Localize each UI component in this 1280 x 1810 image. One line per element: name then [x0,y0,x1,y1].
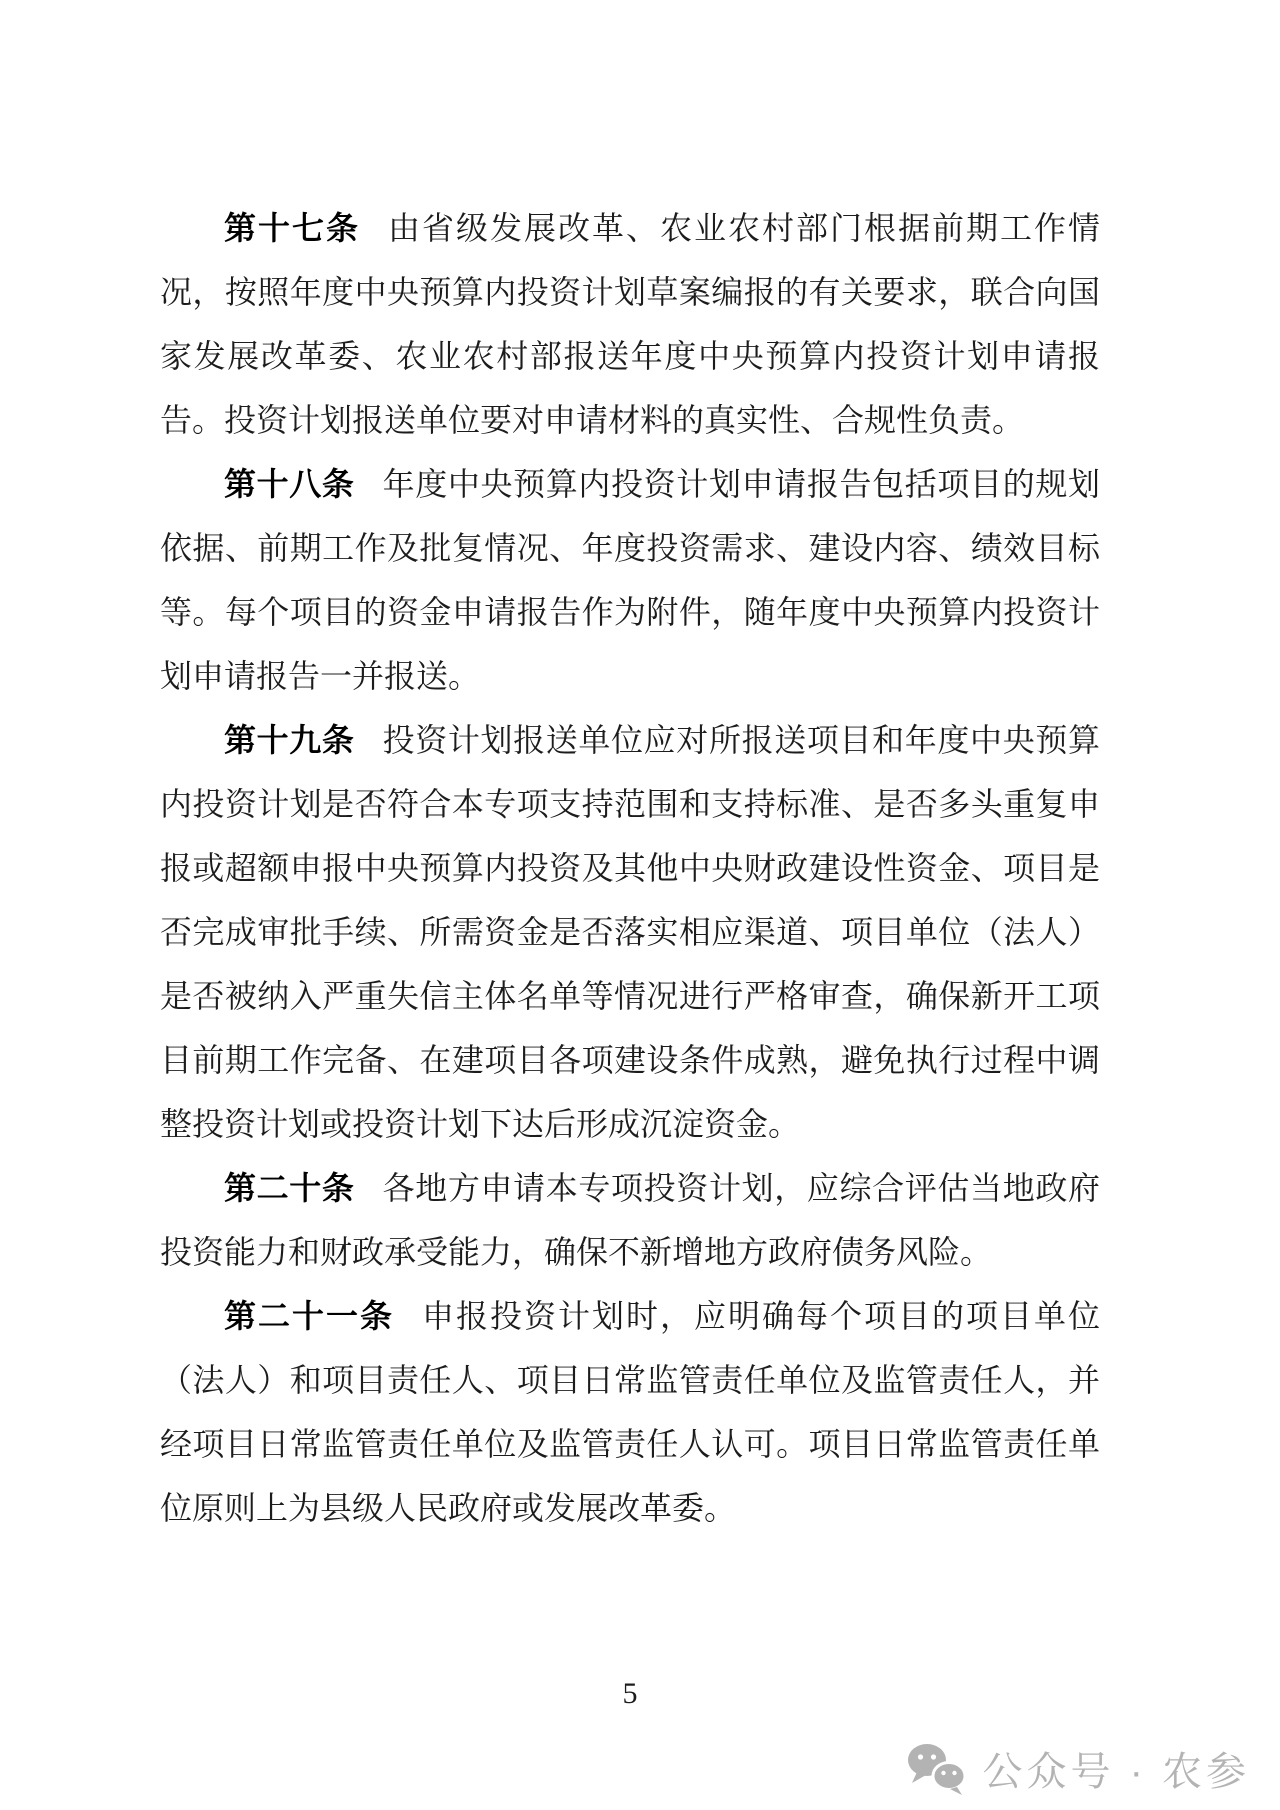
article-paragraph [160,196,1100,452]
article-number: 第十七条 [224,210,360,246]
document-body [160,196,1100,1540]
article-number: 第二十一条 [224,1298,394,1334]
page-footer [160,1672,1100,1716]
article-number: 第二十条 [224,1170,355,1206]
article-text: 投资计划报送单位应对所报送项目和年度中央预算内投资计划是否符合本专项支持范围和支持标准、是否多头重复申报或超额申报中央预算内投资及其他中央财政建设性资金、项目是否完成审批手续、所需资金是否落实相应渠道、项目单位（法人）是否被纳入严重失信主体名单等情况进行严格审查，确保新开工项目前期工作完备、在建项目各项建设条件成熟，避免执行过程中调整投资计划或投资计划下达后形成沉淀资金。 [160,722,1100,1142]
watermark-label: 公众号 · 农参 [982,1750,1250,1794]
article-number: 第十八条 [224,466,355,502]
article-paragraph [160,1284,1100,1540]
article-text: 年度中央预算内投资计划申请报告包括项目的规划依据、前期工作及批复情况、年度投资需求、建设内容、绩效目标等。每个项目的资金申请报告作为附件，随年度中央预算内投资计划申请报告一并报送。 [160,466,1100,694]
article-paragraph [160,1156,1100,1284]
article-paragraph [160,452,1100,708]
watermark [906,1740,1250,1797]
article-text: 申报投资计划时，应明确每个项目的项目单位（法人）和项目责任人、项目日常监管责任单位及监管责任人，并经项目日常监管责任单位及监管责任人认可。项目日常监管责任单位原则上为县级人民政府或发展改革委。 [160,1298,1100,1526]
article-paragraph [160,708,1100,1156]
page-number: 5 [622,1677,638,1710]
wechat-icon [906,1742,968,1796]
article-text: 由省级发展改革、农业农村部门根据前期工作情况，按照年度中央预算内投资计划草案编报的有关要求，联合向国家发展改革委、农业农村部报送年度中央预算内投资计划申请报告。投资计划报送单位要对申请材料的真实性、合规性负责。 [160,210,1100,438]
article-number: 第十九条 [224,722,355,758]
article-text: 各地方申请本专项投资计划，应综合评估当地政府投资能力和财政承受能力，确保不新增地方政府债务风险。 [160,1170,1100,1270]
